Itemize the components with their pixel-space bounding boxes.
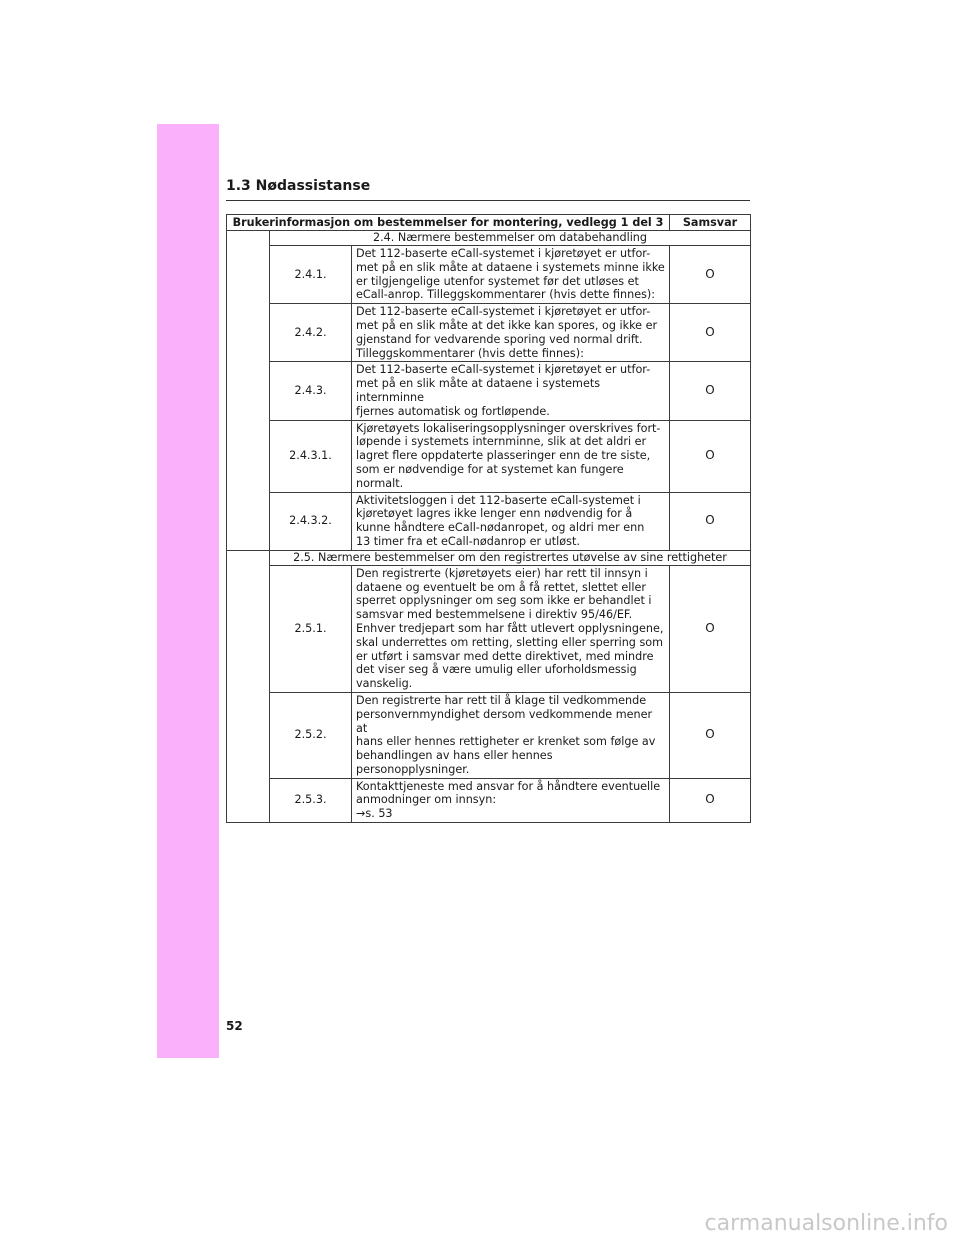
blank-left-cell — [227, 550, 270, 822]
compliance-mark: O — [670, 420, 751, 492]
clause-line: Det 112-baserte eCall-systemet i kjøretøyet er utfor- — [356, 247, 651, 260]
clause-text — [352, 565, 670, 692]
clause-text — [352, 778, 670, 822]
clause-number: 2.4.1. — [270, 246, 352, 304]
clause-line: det viser seg å være umulig eller uforholdsmessig — [356, 663, 637, 677]
clause-line: personvernmyndighet dersom vedkommende mener at — [356, 707, 653, 735]
page-side-band — [157, 124, 219, 1058]
clause-line: 13 timer fra et eCall-nødanrop er utløst. — [356, 534, 580, 548]
clause-number: 2.4.3.1. — [270, 420, 352, 492]
clause-line: vanskelig. — [356, 677, 413, 691]
clause-line: →s. 53 — [356, 807, 393, 821]
clause-line: Aktivitetsloggen i det 112-baserte eCall-systemet i — [356, 493, 641, 507]
section-title: 1.3 Nødassistanse — [226, 178, 371, 194]
table-row — [227, 246, 751, 304]
clause-line: løpende i systemets internminne, slik at det aldri er — [356, 435, 647, 449]
watermark: carmanualsonline.info — [704, 1211, 948, 1236]
header-info: Brukerinformasjon om bestemmelser for montering, vedlegg 1 del 3 — [227, 215, 670, 231]
table-row — [227, 492, 751, 550]
clause-number: 2.4.3.2. — [270, 492, 352, 550]
table-row — [227, 692, 751, 778]
clause-number: 2.4.2. — [270, 304, 352, 362]
clause-line: Den registrerte har rett til å klage til vedkommende — [356, 693, 647, 707]
compliance-mark: O — [670, 692, 751, 778]
clause-number: 2.5.2. — [270, 692, 352, 778]
clause-text — [352, 304, 670, 362]
clause-line: lagret flere oppdaterte plasseringer enn de tre siste, — [356, 449, 651, 463]
clause-line: behandlingen av hans eller hennes personopplysninger. — [356, 749, 553, 776]
table-row — [227, 565, 751, 692]
clause-line: sperret opplysninger om seg som ikke er behandlet i — [356, 594, 652, 608]
clause-line: er tilgjengelige utenfor systemet før det utløses et — [356, 274, 639, 288]
page-number: 52 — [226, 1019, 243, 1033]
clause-line: anmodninger om innsyn: — [356, 793, 497, 807]
section-heading-row — [227, 550, 751, 565]
clause-line: kjøretøyet lagres ikke lenger enn nødvendig for å — [356, 507, 633, 521]
clause-text — [352, 692, 670, 778]
clause-line: eCall-anrop. Tilleggskommentarer (hvis dette finnes): — [356, 288, 656, 302]
section-heading: 2.4. Nærmere bestemmelser om databehandling — [270, 231, 751, 246]
clause-line: Kjøretøyets lokaliseringsopplysninger overskrives fort- — [356, 421, 661, 435]
clause-line: dataene og eventuelt be om å få rettet, slettet eller — [356, 580, 646, 594]
section-heading-row — [227, 231, 751, 246]
clause-line: Kontakttjeneste med ansvar for å håndtere eventuelle — [356, 779, 661, 793]
clause-line: kunne håndtere eCall-nødanropet, og aldri mer enn — [356, 521, 645, 535]
table-body — [227, 231, 751, 823]
compliance-mark: O — [670, 304, 751, 362]
clause-text — [352, 420, 670, 492]
clause-line: Tilleggskommentarer (hvis dette finnes): — [356, 346, 584, 360]
clause-text — [352, 362, 670, 420]
section-heading: 2.5. Nærmere bestemmelser om den registrertes utøvelse av sine rettigheter — [270, 550, 751, 565]
table-row — [227, 304, 751, 362]
clause-number: 2.5.3. — [270, 778, 352, 822]
compliance-mark: O — [670, 492, 751, 550]
blank-left-cell — [227, 231, 270, 551]
clause-line: Enhver tredjepart som har fått utlevert opplysningene, — [356, 621, 664, 635]
clause-line: met på en slik måte at dataene i systemets internminne — [356, 377, 601, 404]
table-row — [227, 778, 751, 822]
clause-text — [352, 492, 670, 550]
table-header-row — [227, 215, 751, 231]
clause-line: gjenstand for vedvarende sporing ved normal drift. — [356, 332, 643, 346]
clause-line: met på en slik måte at dataene i systemets minne ikke — [356, 260, 665, 274]
clause-line: hans eller hennes rettigheter er krenket som følge av — [356, 735, 656, 749]
compliance-mark: O — [670, 778, 751, 822]
regulation-table — [226, 214, 751, 823]
clause-number: 2.5.1. — [270, 565, 352, 692]
compliance-mark: O — [670, 362, 751, 420]
clause-line: som er nødvendige for at systemet kan fungere — [356, 462, 624, 476]
clause-text — [352, 246, 670, 304]
compliance-mark: O — [670, 246, 751, 304]
table-row — [227, 362, 751, 420]
clause-line: Det 112-baserte eCall-systemet i kjøretøyet er utfor- — [356, 305, 651, 319]
title-rule — [226, 200, 750, 201]
clause-line: Den registrerte (kjøretøyets eier) har rett til innsyn i — [356, 566, 648, 580]
clause-line: fjernes automatisk og fortløpende. — [356, 404, 550, 418]
clause-line: samsvar med bestemmelsene i direktiv 95/46/EF. — [356, 608, 633, 622]
clause-line: normalt. — [356, 476, 404, 490]
clause-line: met på en slik måte at det ikke kan spores, og ikke er — [356, 318, 658, 332]
clause-line: er utført i samsvar med dette direktivet, med mindre — [356, 649, 654, 663]
clause-line: skal underrettes om retting, sletting eller sperring som — [356, 635, 664, 649]
header-compliance: Samsvar — [670, 215, 751, 231]
clause-line: Det 112-baserte eCall-systemet i kjøretøyet er utfor- — [356, 363, 651, 377]
clause-number: 2.4.3. — [270, 362, 352, 420]
table-row — [227, 420, 751, 492]
compliance-mark: O — [670, 565, 751, 692]
